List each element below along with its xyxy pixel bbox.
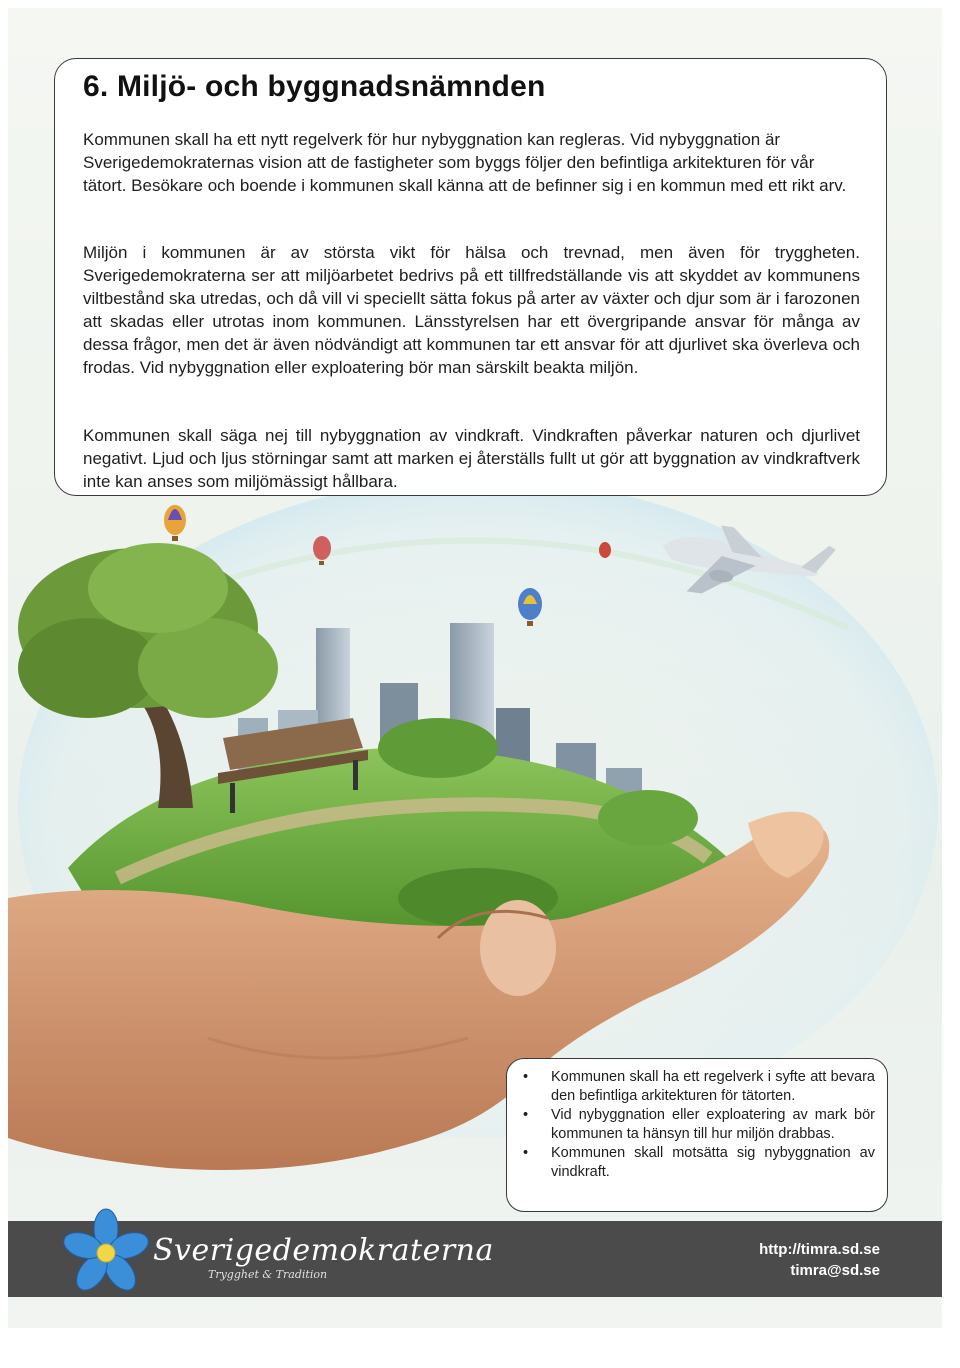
summary-item xyxy=(523,1144,875,1182)
summary-item xyxy=(523,1106,875,1144)
email-link[interactable]: timra@sd.se xyxy=(790,1262,880,1279)
party-tagline: Trygghet & Tradition xyxy=(208,1268,328,1281)
website-link[interactable]: http://timra.sd.se xyxy=(759,1241,880,1258)
summary-item xyxy=(523,1068,875,1106)
paragraph-wind-power: Kommunen skall säga nej till nybyggnation av vindkraft. Vindkraften påverkar naturen och djurlivet negativt. Ljud och ljus störningar samt att marken ej återställs fullt ut gör att byggnation av vindkraftverk inte kan anses som miljömässigt hållbara. xyxy=(83,426,860,491)
paragraph-architecture: Kommunen skall ha ett nytt regelverk för hur nybyggnation kan regleras. Vid nybyggnation är Sverigedemokraternas vision att de fastigheter som byggs följer den befintliga arkitekturen för vår tätort. Besökare och boende i kommunen skall känna att de befinner sig i en kommun med ett rikt arv. xyxy=(83,130,847,195)
blue-flower-logo-icon xyxy=(58,1205,154,1301)
footer-bar xyxy=(8,1221,942,1297)
bullet-icon: • xyxy=(523,1069,529,1085)
document-page xyxy=(8,8,942,1328)
summary-item-text: Vid nybyggnation eller exploatering av mark bör kommunen ta hänsyn till hur miljön drabbas. xyxy=(551,1107,875,1142)
bullet-icon: • xyxy=(523,1107,529,1123)
summary-item-text: Kommunen skall ha ett regelverk i syfte att bevara den befintliga arkitekturen för tätorten. xyxy=(551,1069,875,1104)
paragraph-environment: Miljön i kommunen är av största vikt för hälsa och trevnad, men även för tryggheten. Sverigedemokraterna ser att miljöarbetet bedrivs på ett tillfredställande vis att skyddet av kommunens viltbestånd ska utredas, och då vill vi speciellt sätta fokus på arter av växter och djur som är i farozonen att skadas eller utrotas inom kommunen. Länsstyrelsen har ett övergripande ansvar för många av dessa frågor, men det är även nödvändigt att kommunen tar ett ansvar för att djurlivet ska överleva och frodas. Vid nybyggnation eller exploatering bör man särskilt beakta miljön. xyxy=(83,243,860,377)
section-text-box xyxy=(54,58,887,496)
party-logo-text: Sverigedemokraterna xyxy=(153,1233,494,1268)
hot-air-balloon-icon xyxy=(164,505,186,541)
bullet-icon: • xyxy=(523,1145,529,1161)
summary-list xyxy=(523,1068,875,1182)
summary-item-text: Kommunen skall motsätta sig nybyggnation av vindkraft. xyxy=(551,1145,875,1180)
section-heading: 6. Miljö- och byggnadsnämnden xyxy=(83,70,546,103)
summary-box xyxy=(506,1058,888,1212)
hot-air-balloon-icon xyxy=(599,542,611,558)
